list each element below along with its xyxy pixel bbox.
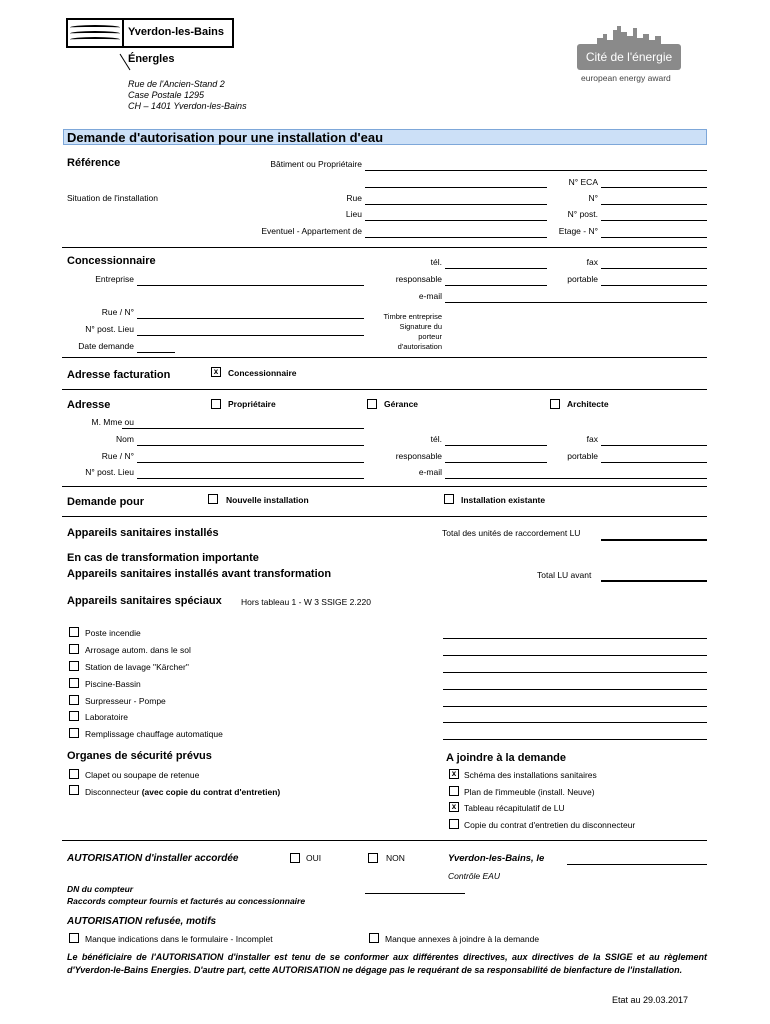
- tel-field[interactable]: [445, 268, 547, 269]
- divider: [62, 840, 707, 841]
- speciaux-item: Laboratoire: [85, 712, 129, 722]
- etage-label: Etage - N°: [558, 226, 598, 236]
- portable-label: portable: [567, 274, 598, 284]
- date-autorisation-field[interactable]: [567, 864, 707, 865]
- checkbox-plan[interactable]: [449, 786, 459, 796]
- speciaux-item: Remplissage chauffage automatique: [85, 729, 223, 739]
- total-avant-field[interactable]: [601, 580, 707, 582]
- adr-responsable-field[interactable]: [445, 462, 547, 463]
- adr-portable-label: portable: [567, 451, 598, 461]
- responsable-field[interactable]: [445, 285, 547, 286]
- oui-label: OUI: [306, 853, 322, 863]
- entreprise-label: Entreprise: [95, 274, 134, 284]
- lieu-label: Lieu: [345, 209, 362, 219]
- speciaux-field[interactable]: [443, 689, 707, 690]
- joindre-item: Schéma des installations sanitaires: [464, 770, 597, 780]
- mme-field[interactable]: [122, 428, 364, 429]
- checkbox-schema[interactable]: x: [449, 769, 459, 779]
- speciaux-item: Piscine-Bassin: [85, 679, 141, 689]
- adr-rue-field[interactable]: [137, 462, 364, 463]
- notice-text: Le bénéficiaire de l'AUTORISATION d'installer est tenu de se conformer aux différentes directives, aux directives de la SSIGE et au règlement d'Yverdon-le-Bains Energies. D'autre part, cette AUTORISATION ne dégage pas le requérant de sa responsabilité de bienfacture de l'installation.: [67, 952, 707, 975]
- checkbox-disconnecteur[interactable]: [69, 785, 79, 795]
- timbre-line-2: Signature du: [399, 322, 442, 331]
- eca-label: N° ECA: [568, 177, 598, 187]
- disconnecteur-text: Disconnecteur: [85, 787, 142, 797]
- checkbox-annexes[interactable]: [369, 933, 379, 943]
- city-skyline-icon: [597, 24, 661, 46]
- checkbox-oui[interactable]: [290, 853, 300, 863]
- timbre-line-1: Timbre entreprise: [383, 312, 442, 321]
- divider: [62, 247, 707, 248]
- page-title: Demande d'autorisation pour une installation d'eau: [67, 130, 384, 145]
- speciaux-note: Hors tableau 1 - W 3 SSIGE 2.220: [241, 597, 371, 607]
- adr-npost-label: N° post. Lieu: [85, 467, 134, 477]
- speciaux-item: Surpresseur - Pompe: [85, 696, 166, 706]
- mme-label: M. Mme ou: [91, 417, 134, 427]
- nom-field[interactable]: [137, 445, 364, 446]
- checkbox-proprietaire[interactable]: [211, 399, 221, 409]
- timbre-line-3: porteur: [418, 332, 442, 341]
- address-line-1: Rue de l'Ancien-Stand 2: [128, 79, 225, 89]
- checkbox-concessionnaire[interactable]: x: [211, 367, 221, 377]
- rue-no-label: Rue / N°: [101, 307, 134, 317]
- raccords-label: Raccords compteur fournis et facturés au concessionnaire: [67, 896, 306, 906]
- email-field[interactable]: [445, 302, 707, 303]
- checkbox-poste-incendie[interactable]: [69, 627, 79, 637]
- fax-field[interactable]: [601, 268, 707, 269]
- npost-lieu-field[interactable]: [137, 335, 364, 336]
- speciaux-item: Station de lavage "Kärcher": [85, 662, 189, 672]
- checkbox-non[interactable]: [368, 853, 378, 863]
- checkbox-laboratoire[interactable]: [69, 711, 79, 721]
- speciaux-field[interactable]: [443, 722, 707, 723]
- adr-responsable-label: responsable: [395, 451, 442, 461]
- adr-npost-field[interactable]: [137, 478, 364, 479]
- total-lu-label: Total des unités de raccordement LU: [442, 528, 581, 538]
- refusee-heading: AUTORISATION refusée, motifs: [67, 916, 217, 927]
- disconnecteur-note: (avec copie du contrat d'entretien): [141, 787, 281, 797]
- npost-label: N° post.: [567, 209, 598, 219]
- organes-heading: Organes de sécurité prévus: [67, 750, 212, 762]
- checkbox-piscine[interactable]: [69, 678, 79, 688]
- appartement-field[interactable]: [365, 237, 547, 238]
- badge-title: Cité de l'énergie: [585, 50, 673, 64]
- date-label: Date demande: [78, 341, 134, 351]
- dn-field[interactable]: [365, 893, 465, 894]
- gerance-option: Gérance: [384, 399, 419, 409]
- checkbox-clapet[interactable]: [69, 769, 79, 779]
- no-label: N°: [588, 193, 598, 203]
- nouvelle-option: Nouvelle installation: [226, 495, 309, 505]
- demande-heading: Demande pour: [67, 496, 145, 508]
- npost-lieu-label: N° post. Lieu: [85, 324, 134, 334]
- adr-fax-field[interactable]: [601, 445, 707, 446]
- transfo-line-1: En cas de transformation importante: [67, 552, 259, 564]
- adr-tel-field[interactable]: [445, 445, 547, 446]
- address-line-3: CH – 1401 Yverdon-les-Bains: [128, 101, 247, 111]
- checkbox-incomplet[interactable]: [69, 933, 79, 943]
- speciaux-field[interactable]: [443, 638, 707, 639]
- fax-label: fax: [586, 257, 598, 267]
- timbre-line-4: d'autorisation: [397, 342, 442, 351]
- org-name: Yverdon-les-Bains: [128, 26, 224, 38]
- speciaux-field[interactable]: [443, 706, 707, 707]
- lieu-field[interactable]: [365, 220, 547, 221]
- eca-field[interactable]: [601, 187, 707, 188]
- checkbox-existante[interactable]: [444, 494, 454, 504]
- dn-label: DN du compteur: [67, 884, 134, 894]
- rue-label: Rue: [346, 193, 362, 203]
- adr-tel-label: tél.: [430, 434, 442, 444]
- speciaux-item: Arrosage autom. dans le sol: [85, 645, 191, 655]
- adr-portable-field[interactable]: [601, 462, 707, 463]
- joindre-item: Tableau récapitulatif de LU: [464, 803, 565, 813]
- rue-no-field[interactable]: [137, 318, 364, 319]
- architecte-option: Architecte: [567, 399, 609, 409]
- npost-field[interactable]: [601, 220, 707, 221]
- batiment-field-2[interactable]: [365, 187, 547, 188]
- appartement-label: Eventuel - Appartement de: [261, 226, 362, 236]
- footer-date: Etat au 29.03.2017: [612, 995, 689, 1005]
- speciaux-heading: Appareils sanitaires spéciaux: [67, 595, 222, 607]
- badge-sub: european energy award: [581, 73, 671, 83]
- portable-field[interactable]: [601, 285, 707, 286]
- checkbox-nouvelle[interactable]: [208, 494, 218, 504]
- checkbox-gerance[interactable]: [367, 399, 377, 409]
- controle-label: Contrôle EAU: [448, 871, 500, 881]
- speciaux-field[interactable]: [443, 672, 707, 673]
- joindre-item: Copie du contrat d'entretien du disconnecteur: [464, 820, 636, 830]
- divider: [62, 357, 707, 358]
- disconnecteur-label: [85, 787, 280, 797]
- adresse-heading: Adresse: [67, 399, 111, 411]
- total-lu-field[interactable]: [601, 539, 707, 541]
- transfo-line-2: Appareils sanitaires installés avant transformation: [67, 568, 332, 580]
- org-sub: Énergles: [128, 53, 175, 65]
- nom-label: Nom: [116, 434, 134, 444]
- checkbox-copie-contrat[interactable]: [449, 819, 459, 829]
- refus-incomplet-label: Manque indications dans le formulaire - Incomplet: [85, 934, 273, 944]
- checkbox-arrosage[interactable]: [69, 644, 79, 654]
- batiment-label: Bâtiment ou Propriétaire: [270, 159, 362, 169]
- checkbox-tableau[interactable]: x: [449, 802, 459, 812]
- concessionnaire-heading: Concessionnaire: [67, 255, 156, 267]
- refus-annexes-label: Manque annexes à joindre à la demande: [385, 934, 540, 944]
- email-label: e-mail: [418, 291, 442, 301]
- autorisation-heading: AUTORISATION d'installer accordée: [67, 853, 239, 864]
- divider: [62, 486, 707, 487]
- speciaux-field[interactable]: [443, 655, 707, 656]
- checkbox-surpresseur[interactable]: [69, 695, 79, 705]
- situation-label: Situation de l'installation: [67, 193, 158, 203]
- entreprise-field[interactable]: [137, 285, 364, 286]
- checkbox-remplissage[interactable]: [69, 728, 79, 738]
- logo-slash-icon: [118, 52, 132, 72]
- adr-email-label: e-mail: [418, 467, 442, 477]
- batiment-field[interactable]: [365, 170, 707, 171]
- place-label: Yverdon-les-Bains, le: [448, 853, 545, 864]
- speciaux-field[interactable]: [443, 739, 707, 740]
- checkbox-architecte[interactable]: [550, 399, 560, 409]
- responsable-label: responsable: [395, 274, 442, 284]
- clapet-label: Clapet ou soupape de retenue: [85, 770, 200, 780]
- adr-fax-label: fax: [586, 434, 598, 444]
- speciaux-item: Poste incendie: [85, 628, 141, 638]
- appareils-heading: Appareils sanitaires installés: [67, 527, 219, 539]
- timbre-label: [360, 312, 442, 352]
- non-label: NON: [386, 853, 405, 863]
- adr-email-field[interactable]: [445, 478, 707, 479]
- reference-heading: Référence: [67, 157, 121, 169]
- checkbox-station-lavage[interactable]: [69, 661, 79, 671]
- etage-field[interactable]: [601, 237, 707, 238]
- date-field[interactable]: [137, 352, 175, 353]
- no-field[interactable]: [601, 204, 707, 205]
- yverdon-logo: [66, 18, 124, 48]
- total-avant-label: Total LU avant: [537, 570, 592, 580]
- divider: [62, 389, 707, 390]
- concessionnaire-option: Concessionnaire: [228, 368, 297, 378]
- adr-rue-label: Rue / N°: [101, 451, 134, 461]
- tel-label: tél.: [430, 257, 442, 267]
- proprietaire-option: Propriétaire: [228, 399, 276, 409]
- existante-option: Installation existante: [461, 495, 546, 505]
- divider: [62, 516, 707, 517]
- facturation-heading: Adresse facturation: [67, 369, 171, 381]
- energy-badge: [577, 44, 681, 70]
- joindre-heading: A joindre à la demande: [446, 752, 567, 764]
- joindre-item: Plan de l'immeuble (install. Neuve): [464, 787, 595, 797]
- address-line-2: Case Postale 1295: [128, 90, 205, 100]
- rue-field[interactable]: [365, 204, 547, 205]
